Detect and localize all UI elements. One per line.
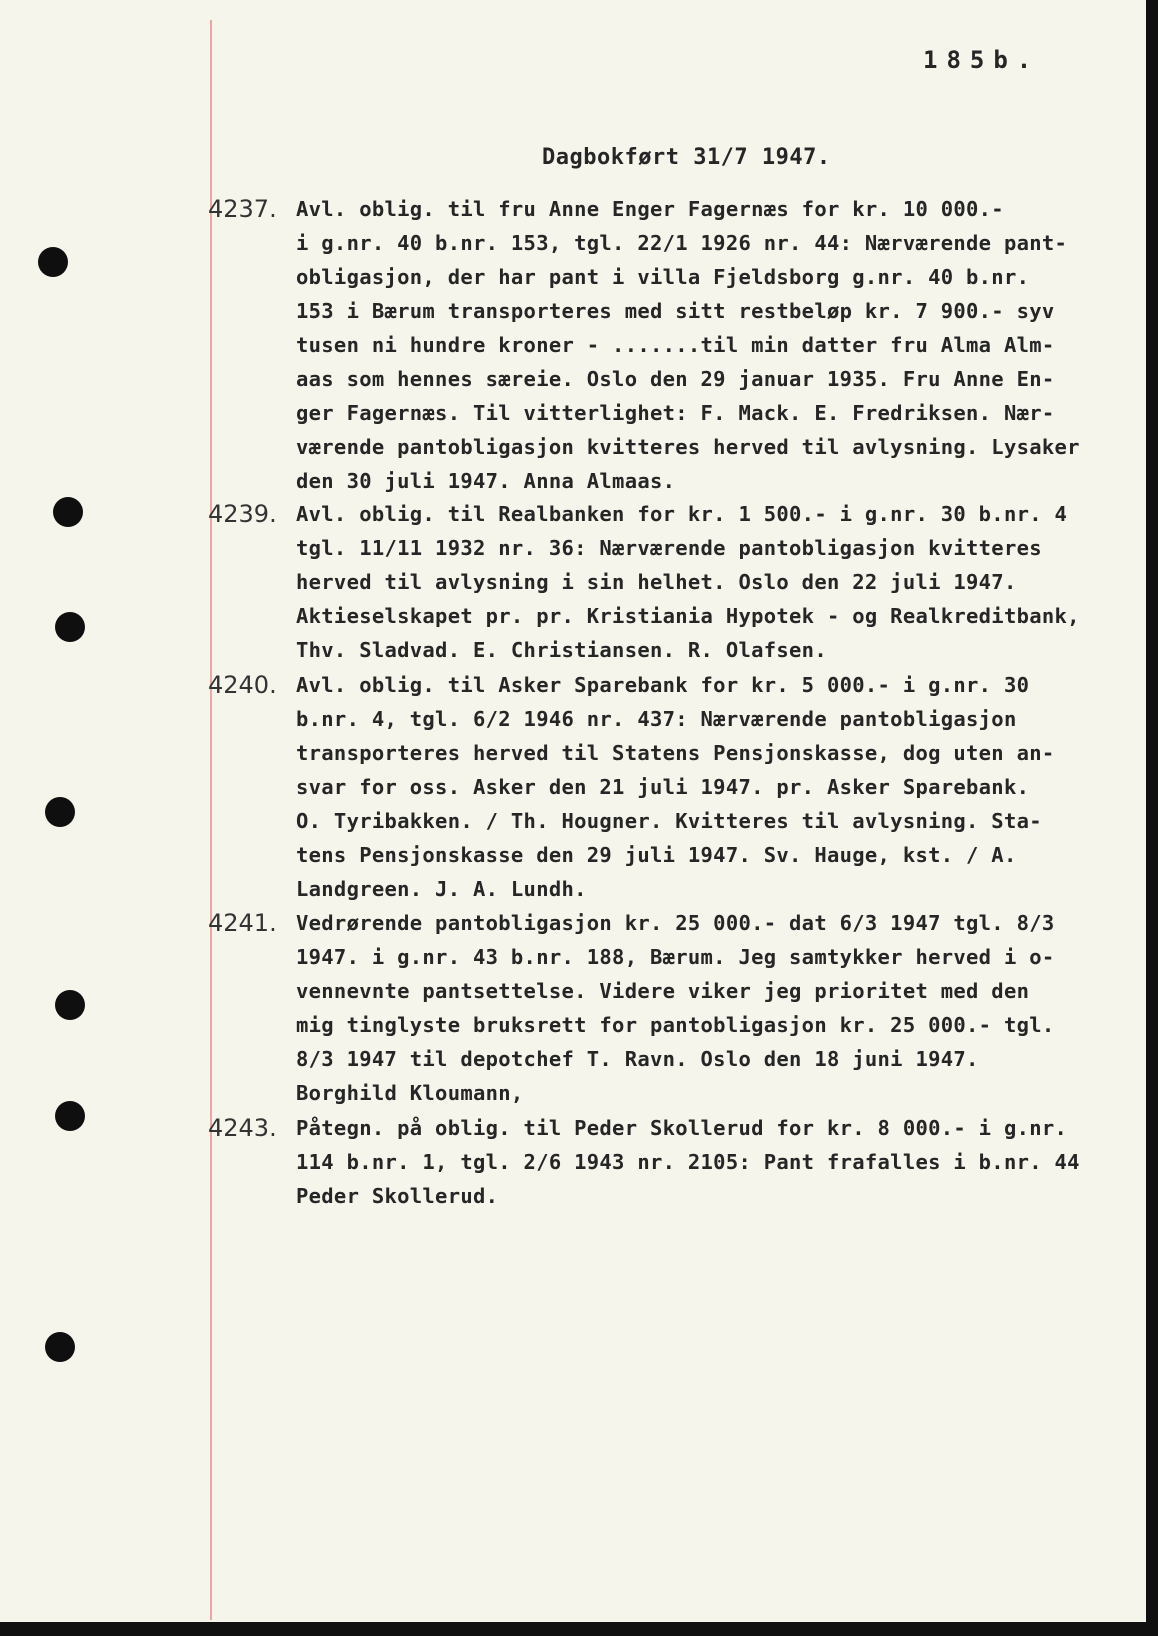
punch-hole — [45, 797, 75, 827]
entry-text-line: aas som hennes særeie. Oslo den 29 januar 1935. Fru Anne En- — [296, 367, 1055, 391]
entry-text-line: Thv. Sladvad. E. Christiansen. R. Olafsen. — [296, 638, 827, 662]
entry-text-line: mig tinglyste bruksrett for pantobligasjon kr. 25 000.- tgl. — [296, 1013, 1055, 1037]
entry-number: 4240. — [208, 671, 277, 699]
entry-text-line: Peder Skollerud. — [296, 1184, 499, 1208]
entry-text-line: 1947. i g.nr. 43 b.nr. 188, Bærum. Jeg samtykker herved i o- — [296, 945, 1055, 969]
entry-number: 4237. — [208, 195, 277, 223]
entry-text-line: Avl. oblig. til Asker Sparebank for kr. 5 000.- i g.nr. 30 — [296, 673, 1030, 697]
margin-rule — [210, 20, 212, 1620]
entry-text-line: tgl. 11/11 1932 nr. 36: Nærværende pantobligasjon kvitteres — [296, 536, 1042, 560]
entry-text-line: transporteres herved til Statens Pensjonskasse, dog uten an- — [296, 741, 1055, 765]
entry-number: 4239. — [208, 500, 277, 528]
entry-text-line: tusen ni hundre kroner - .......til min datter fru Alma Alm- — [296, 333, 1055, 357]
scan-edge — [1146, 0, 1158, 1636]
entry-text-line: obligasjon, der har pant i villa Fjeldsborg g.nr. 40 b.nr. — [296, 265, 1030, 289]
entry-number: 4241. — [208, 909, 277, 937]
entry-text-line: svar for oss. Asker den 21 juli 1947. pr. Asker Sparebank. — [296, 775, 1030, 799]
entry-text-line: Avl. oblig. til fru Anne Enger Fagernæs for kr. 10 000.- — [296, 197, 1004, 221]
page-number: 185b. — [923, 46, 1041, 74]
entry-text-line: den 30 juli 1947. Anna Almaas. — [296, 469, 676, 493]
entry-text-line: Landgreen. J. A. Lundh. — [296, 877, 587, 901]
entry-text-line: b.nr. 4, tgl. 6/2 1946 nr. 437: Nærværende pantobligasjon — [296, 707, 1017, 731]
entry-text-line: Påtegn. på oblig. til Peder Skollerud for kr. 8 000.- i g.nr. — [296, 1116, 1068, 1140]
punch-hole — [55, 1101, 85, 1131]
entry-text-line: 114 b.nr. 1, tgl. 2/6 1943 nr. 2105: Pant frafalles i b.nr. 44 — [296, 1150, 1080, 1174]
entry-text-line: ger Fagernæs. Til vitterlighet: F. Mack. E. Fredriksen. Nær- — [296, 401, 1055, 425]
dateline: Dagbokført 31/7 1947. — [542, 145, 831, 170]
entry-text-line: i g.nr. 40 b.nr. 153, tgl. 22/1 1926 nr. 44: Nærværende pant- — [296, 231, 1068, 255]
entry-text-line: vennevnte pantsettelse. Videre viker jeg prioritet med den — [296, 979, 1030, 1003]
entry-text-line: O. Tyribakken. / Th. Hougner. Kvitteres til avlysning. Sta- — [296, 809, 1042, 833]
scan-edge — [0, 1622, 1158, 1636]
punch-hole — [38, 247, 68, 277]
entry-number: 4243. — [208, 1114, 277, 1142]
entry-text-line: 8/3 1947 til depotchef T. Ravn. Oslo den 18 juni 1947. — [296, 1047, 979, 1071]
punch-hole — [53, 497, 83, 527]
punch-hole — [45, 1332, 75, 1362]
punch-hole — [55, 990, 85, 1020]
entry-text-line: 153 i Bærum transporteres med sitt restbeløp kr. 7 900.- syv — [296, 299, 1055, 323]
entry-text-line: tens Pensjonskasse den 29 juli 1947. Sv. Hauge, kst. / A. — [296, 843, 1017, 867]
punch-hole — [55, 612, 85, 642]
entry-text-line: Aktieselskapet pr. pr. Kristiania Hypotek - og Realkreditbank, — [296, 604, 1080, 628]
entry-text-line: værende pantobligasjon kvitteres herved til avlysning. Lysaker — [296, 435, 1080, 459]
entry-text-line: herved til avlysning i sin helhet. Oslo den 22 juli 1947. — [296, 570, 1017, 594]
entry-text-line: Vedrørende pantobligasjon kr. 25 000.- dat 6/3 1947 tgl. 8/3 — [296, 911, 1055, 935]
entry-text-line: Avl. oblig. til Realbanken for kr. 1 500.- i g.nr. 30 b.nr. 4 — [296, 502, 1068, 526]
entry-text-line: Borghild Kloumann, — [296, 1081, 524, 1105]
